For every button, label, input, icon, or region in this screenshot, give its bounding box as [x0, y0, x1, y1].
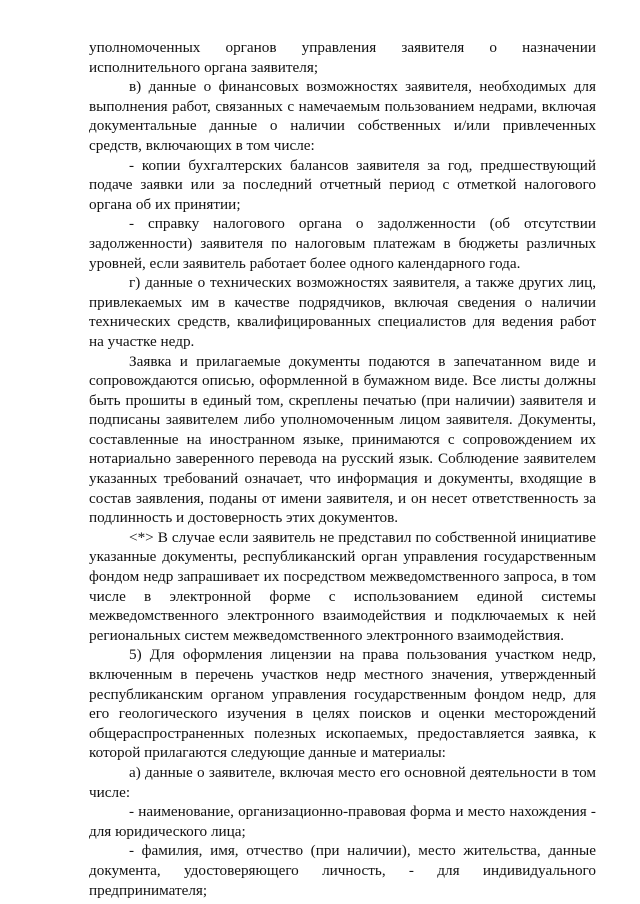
paragraph-application-submission: Заявка и прилагаемые документы подаются в запечатанном виде и сопровождаются описью, оформленной в бумажном виде. Все листы должны быть прошиты в единый том, скреплены печатью (при наличии) заявителя и подписаны заявителем либо уполномоченным лицом заявителя. Документы, составленные на иностранном языке, принимаются с сопровождением их нотариально заверенного перевода на русский язык. Соблюдение заявителем указанных требований означает, что информация и документы, входящие в состав заявления, поданы от имени заявителя, и он несет ответственность за подлинность и достоверность этих документов.: [89, 352, 596, 527]
paragraph-financial-capabilities: в) данные о финансовых возможностях заявителя, необходимых для выполнения работ, связанных с намечаемым пользованием недрами, включая документальные данные о наличии собственных и/или привлеченных средств, включающих в том числе:: [89, 78, 596, 154]
paragraph-footnote-interagency: <*> В случае если заявитель не представил по собственной инициативе указанные документы, республиканский орган управления государственным фондом недр запрашивает их посредством межведомственного запроса, в том числе в электронной форме с использованием единой системы межведомственного электронного взаимодействия и подключаемых к ней региональных систем межведомственного электронного взаимодействия.: [89, 528, 596, 644]
paragraph-license-registration: 5) Для оформления лицензии на права пользования участком недр, включенным в перечень участков недр местного значения, утвержденный республиканским органом управления государственным фондом недр, для его геологического изучения в целях поисков и оценки месторождений общераспространенных полезных ископаемых, предоставляется заявка, к которой прилагаются следующие данные и материалы:: [89, 646, 596, 762]
paragraph-applicant-data: а) данные о заявителе, включая место его основной деятельности в том числе:: [89, 763, 596, 801]
paragraph-legal-entity: - наименование, организационно-правовая форма и место нахождения - для юридического лица;: [89, 803, 596, 840]
paragraph-continuation: уполномоченных органов управления заявителя о назначении исполнительного органа заявителя;: [89, 39, 596, 76]
paragraph-individual-entrepreneur: - фамилия, имя, отчество (при наличии), место жительства, данные документа, удостоверяющего личность, - для индивидуального предпринимателя;: [89, 842, 596, 899]
document-page: [89, 38, 596, 900]
paragraph-tax-certificate: - справку налогового органа о задолженности (об отсутствии задолженности) заявителя по налоговым платежам в бюджеты различных уровней, если заявитель работает более одного календарного года.: [89, 215, 596, 272]
paragraph-balance-copies: - копии бухгалтерских балансов заявителя за год, предшествующий подаче заявки или за последний отчетный период с отметкой налогового органа об их принятии;: [89, 156, 596, 213]
paragraph-technical-capabilities: г) данные о технических возможностях заявителя, а также других лиц, привлекаемых им в качестве подрядчиков, включая сведения о наличии технических средств, квалифицированных специалистов для ведения работ на участке недр.: [89, 274, 596, 350]
